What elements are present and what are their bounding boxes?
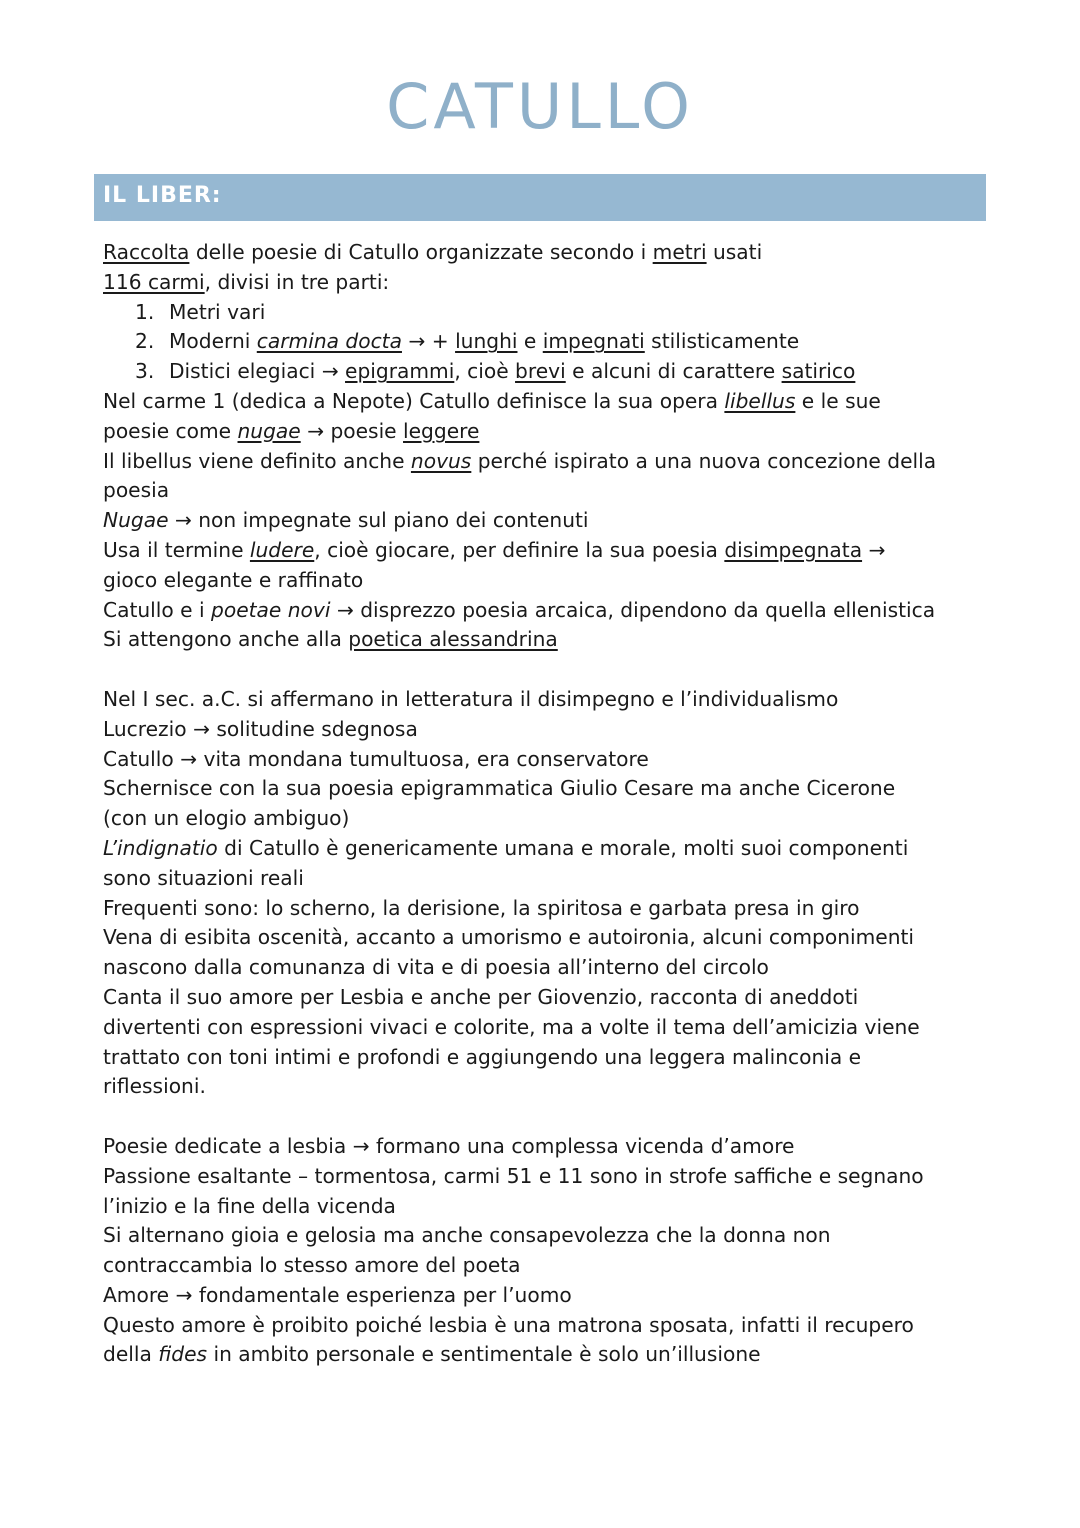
underlined-term: leggere — [403, 418, 480, 443]
text-line: riflessioni. — [103, 1074, 206, 1099]
text-line: Canta il suo amore per Lesbia e anche per Giovenzio, racconta di aneddoti — [103, 984, 859, 1009]
text-run: → — [862, 537, 886, 562]
text-line — [103, 506, 1003, 536]
underlined-term: satirico — [781, 359, 856, 384]
text-run: Metri vari — [169, 299, 266, 324]
list-item — [103, 327, 1003, 357]
underlined-italic-term: libellus — [724, 388, 796, 413]
text-run: → + — [401, 329, 456, 354]
section-title: IL LIBER: — [103, 183, 222, 208]
italic-term: L’indignatio — [103, 835, 218, 860]
text-line: sono situazioni reali — [103, 865, 304, 890]
text-line: gioco elegante e raffinato — [103, 567, 364, 592]
text-line — [103, 417, 1003, 447]
text-line — [103, 268, 1003, 298]
text-line: divertenti con espressioni vivaci e colorite, ma a volte il tema dell’amicizia viene — [103, 1014, 920, 1039]
text-run: Distici elegiaci → — [169, 359, 346, 384]
text-run: perché ispirato a una nuova concezione della — [471, 448, 937, 473]
underlined-italic-term: nugae — [237, 418, 301, 443]
text-run: Moderni — [169, 329, 257, 354]
text-line: Catullo → vita mondana tumultuosa, era conservatore — [103, 746, 649, 771]
text-run: e — [517, 329, 543, 354]
text-run: stilisticamente — [644, 329, 800, 354]
italic-term: poetae novi — [211, 597, 331, 622]
text-line: contraccambia lo stesso amore del poeta — [103, 1253, 521, 1278]
text-run: → poesie — [300, 418, 404, 443]
text-run: Il libellus viene definito anche — [103, 448, 411, 473]
text-line: l’inizio e la fine della vicenda — [103, 1193, 396, 1218]
text-line — [103, 834, 1003, 864]
text-run: usati — [706, 240, 763, 264]
text-line — [103, 536, 1003, 566]
text-run: Catullo e i — [103, 597, 212, 622]
underlined-italic-term: carmina docta — [256, 329, 402, 354]
underlined-term: impegnati — [542, 329, 645, 354]
list-number: 2. — [135, 329, 155, 354]
text-line: Schernisce con la sua poesia epigrammatica Giulio Cesare ma anche Cicerone — [103, 776, 896, 801]
text-line — [103, 387, 1003, 417]
underlined-italic-term: novus — [410, 448, 472, 473]
text-run: poesie come — [103, 418, 238, 443]
section-header — [94, 174, 986, 221]
underlined-term: brevi — [515, 359, 566, 384]
text-line: Questo amore è proibito poiché lesbia è una matrona sposata, infatti il recupero — [103, 1312, 914, 1337]
text-run: Si attengono anche alla — [103, 627, 349, 652]
underlined-term: poetica alessandrina — [348, 627, 558, 652]
text-line: Si alternano gioia e gelosia ma anche consapevolezza che la donna non — [103, 1223, 831, 1248]
paragraph-gap — [103, 655, 1003, 685]
text-run: e le sue — [795, 388, 881, 413]
text-run: Usa il termine — [103, 537, 250, 562]
text-line: nascono dalla comunanza di vita e di poesia all’interno del circolo — [103, 955, 769, 980]
text-run: delle poesie di Catullo organizzate secondo i — [189, 240, 653, 264]
paragraph-gap — [103, 1102, 1003, 1132]
list-item — [103, 357, 1003, 387]
text-line: Nel I sec. a.C. si affermano in letteratura il disimpegno e l’individualismo — [103, 686, 839, 711]
text-run: , divisi in tre parti: — [204, 269, 390, 294]
underlined-italic-term: ludere — [249, 537, 315, 562]
notes-body — [103, 238, 1003, 1370]
text-line: Frequenti sono: lo scherno, la derisione, la spiritosa e garbata presa in giro — [103, 895, 860, 920]
text-line — [103, 447, 1003, 477]
text-run: in ambito personale e sentimentale è solo un’illusione — [207, 1342, 761, 1367]
italic-term: Nugae — [103, 508, 169, 533]
text-line: Vena di esibita oscenità, accanto a umorismo e autoironia, alcuni componimenti — [103, 925, 915, 950]
underlined-term: metri — [652, 240, 707, 264]
underlined-term: 116 carmi — [103, 269, 205, 294]
text-line: Amore → fondamentale esperienza per l’uomo — [103, 1282, 572, 1307]
underlined-term: epigrammi — [345, 359, 455, 384]
list-number: 3. — [135, 359, 155, 384]
text-line: poesia — [103, 478, 170, 503]
text-line — [103, 596, 1003, 626]
text-run: Nel carme 1 (dedica a Nepote) Catullo definisce la sua opera — [103, 388, 725, 413]
text-run: , cioè — [454, 359, 516, 384]
text-run: → disprezzo poesia arcaica, dipendono da quella ellenistica — [330, 597, 936, 622]
underlined-term: disimpegnata — [724, 537, 863, 562]
list-number: 1. — [135, 299, 155, 324]
text-line: Passione esaltante – tormentosa, carmi 51 e 11 sono in strofe saffiche e segnano — [103, 1163, 924, 1188]
underlined-term: Raccolta — [103, 240, 190, 264]
text-run: → non impegnate sul piano dei contenuti — [168, 508, 589, 533]
text-run: e alcuni di carattere — [565, 359, 782, 384]
text-line — [103, 238, 1003, 268]
text-run: di Catullo è genericamente umana e morale, molti suoi componenti — [217, 835, 909, 860]
page-title: CATULLO — [386, 70, 694, 143]
text-line: Lucrezio → solitudine sdegnosa — [103, 716, 418, 741]
text-run: della — [103, 1342, 159, 1367]
text-line: Poesie dedicate a lesbia → formano una complessa vicenda d’amore — [103, 1133, 795, 1158]
text-line — [103, 1340, 1003, 1370]
underlined-term: lunghi — [455, 329, 518, 354]
text-line: (con un elogio ambiguo) — [103, 806, 350, 831]
text-run: , cioè giocare, per definire la sua poesia — [314, 537, 725, 562]
text-line: trattato con toni intimi e profondi e aggiungendo una leggera malinconia e — [103, 1044, 862, 1069]
text-line — [103, 625, 1003, 655]
list-item — [103, 298, 1003, 328]
italic-term: fides — [158, 1342, 208, 1367]
